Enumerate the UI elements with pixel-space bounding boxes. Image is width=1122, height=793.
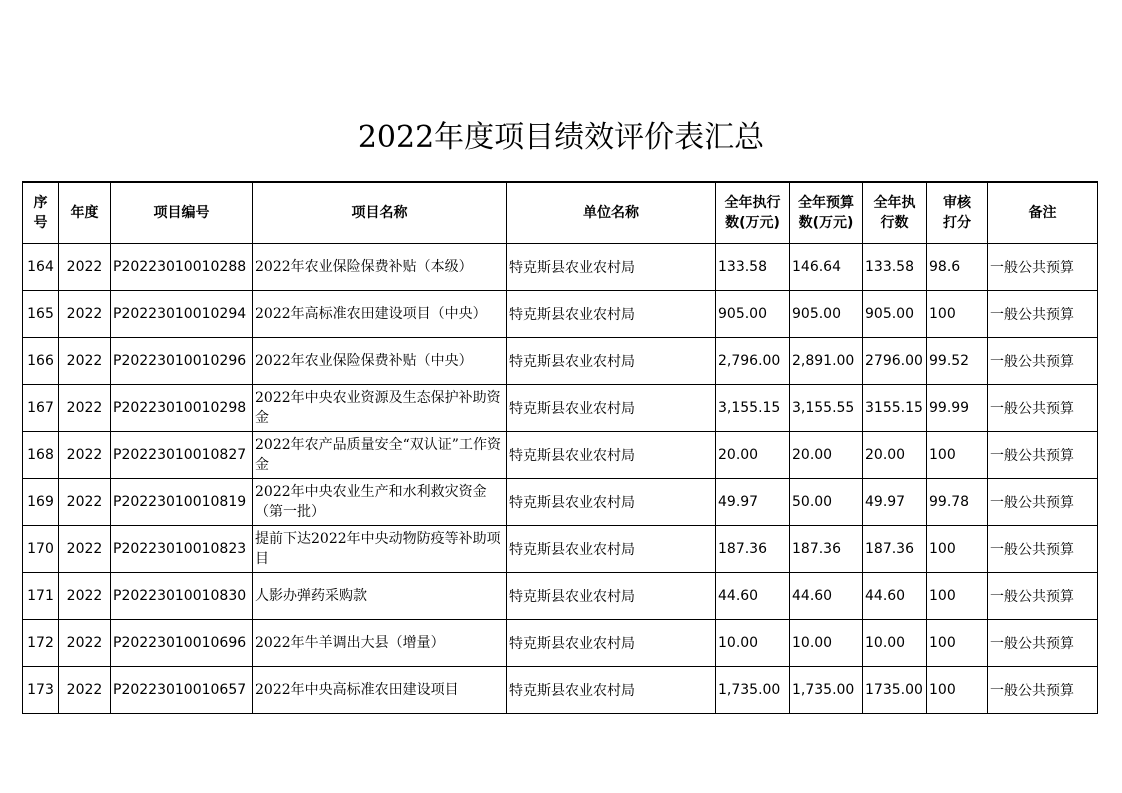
table-body (23, 244, 1098, 714)
cell-year: 2022 (59, 573, 111, 620)
cell-seq: 164 (23, 244, 59, 291)
cell-executed-count: 1735.00 (863, 667, 927, 714)
cell-executed: 1,735.00 (716, 667, 790, 714)
cell-project-name: 2022年中央农业资源及生态保护补助资金 (253, 385, 507, 432)
cell-year: 2022 (59, 338, 111, 385)
cell-code: P20223010010294 (111, 291, 253, 338)
table-row (23, 338, 1098, 385)
cell-seq: 169 (23, 479, 59, 526)
cell-budget: 1,735.00 (790, 667, 863, 714)
cell-audit: 100 (927, 667, 988, 714)
cell-code: P20223010010823 (111, 526, 253, 573)
header-seq: 序号 (23, 182, 59, 244)
header-executed-count: 全年执行数 (863, 182, 927, 244)
cell-audit: 100 (927, 620, 988, 667)
table-row (23, 479, 1098, 526)
header-executed: 全年执行数(万元) (716, 182, 790, 244)
cell-unit-name: 特克斯县农业农村局 (507, 244, 716, 291)
cell-remark: 一般公共预算 (988, 338, 1098, 385)
cell-remark: 一般公共预算 (988, 291, 1098, 338)
cell-executed-count: 187.36 (863, 526, 927, 573)
cell-audit: 100 (927, 526, 988, 573)
cell-unit-name: 特克斯县农业农村局 (507, 291, 716, 338)
cell-year: 2022 (59, 526, 111, 573)
cell-remark: 一般公共预算 (988, 667, 1098, 714)
cell-project-name: 提前下达2022年中央动物防疫等补助项目 (253, 526, 507, 573)
header-audit: 审核打分 (927, 182, 988, 244)
cell-unit-name: 特克斯县农业农村局 (507, 432, 716, 479)
cell-budget: 50.00 (790, 479, 863, 526)
cell-remark: 一般公共预算 (988, 573, 1098, 620)
cell-executed: 49.97 (716, 479, 790, 526)
cell-code: P20223010010288 (111, 244, 253, 291)
cell-seq: 173 (23, 667, 59, 714)
header-name: 项目名称 (253, 182, 507, 244)
cell-remark: 一般公共预算 (988, 620, 1098, 667)
cell-budget: 10.00 (790, 620, 863, 667)
cell-executed: 133.58 (716, 244, 790, 291)
cell-executed: 44.60 (716, 573, 790, 620)
table-row (23, 244, 1098, 291)
table-row (23, 291, 1098, 338)
cell-audit: 100 (927, 291, 988, 338)
cell-budget: 44.60 (790, 573, 863, 620)
cell-code: P20223010010819 (111, 479, 253, 526)
table-row (23, 620, 1098, 667)
cell-year: 2022 (59, 479, 111, 526)
cell-project-name: 2022年牛羊调出大县（增量） (253, 620, 507, 667)
cell-project-name: 人影办弹药采购款 (253, 573, 507, 620)
cell-unit-name: 特克斯县农业农村局 (507, 385, 716, 432)
cell-budget: 187.36 (790, 526, 863, 573)
cell-remark: 一般公共预算 (988, 479, 1098, 526)
cell-unit-name: 特克斯县农业农村局 (507, 526, 716, 573)
cell-project-name: 2022年中央高标准农田建设项目 (253, 667, 507, 714)
cell-remark: 一般公共预算 (988, 244, 1098, 291)
cell-year: 2022 (59, 385, 111, 432)
cell-executed: 3,155.15 (716, 385, 790, 432)
performance-table (22, 181, 1098, 714)
cell-unit-name: 特克斯县农业农村局 (507, 667, 716, 714)
table-row (23, 573, 1098, 620)
header-unit: 单位名称 (507, 182, 716, 244)
header-code: 项目编号 (111, 182, 253, 244)
cell-audit: 99.78 (927, 479, 988, 526)
cell-executed-count: 2796.00 (863, 338, 927, 385)
cell-executed-count: 49.97 (863, 479, 927, 526)
cell-code: P20223010010696 (111, 620, 253, 667)
cell-audit: 98.6 (927, 244, 988, 291)
cell-code: P20223010010296 (111, 338, 253, 385)
table-row (23, 526, 1098, 573)
cell-unit-name: 特克斯县农业农村局 (507, 573, 716, 620)
cell-remark: 一般公共预算 (988, 432, 1098, 479)
header-remark: 备注 (988, 182, 1098, 244)
cell-project-name: 2022年高标准农田建设项目（中央） (253, 291, 507, 338)
page-title: 2022年度项目绩效评价表汇总 (357, 120, 765, 155)
cell-code: P20223010010298 (111, 385, 253, 432)
cell-code: P20223010010830 (111, 573, 253, 620)
cell-budget: 905.00 (790, 291, 863, 338)
cell-budget: 2,891.00 (790, 338, 863, 385)
cell-unit-name: 特克斯县农业农村局 (507, 338, 716, 385)
cell-year: 2022 (59, 244, 111, 291)
cell-executed-count: 44.60 (863, 573, 927, 620)
cell-seq: 168 (23, 432, 59, 479)
cell-project-name: 2022年农产品质量安全“双认证”工作资金 (253, 432, 507, 479)
cell-executed: 20.00 (716, 432, 790, 479)
cell-year: 2022 (59, 620, 111, 667)
cell-project-name: 2022年农业保险保费补贴（本级） (253, 244, 507, 291)
cell-project-name: 2022年中央农业生产和水利救灾资金（第一批） (253, 479, 507, 526)
cell-code: P20223010010827 (111, 432, 253, 479)
cell-seq: 170 (23, 526, 59, 573)
table-row (23, 667, 1098, 714)
cell-seq: 166 (23, 338, 59, 385)
cell-year: 2022 (59, 667, 111, 714)
cell-executed-count: 905.00 (863, 291, 927, 338)
cell-budget: 3,155.55 (790, 385, 863, 432)
cell-executed: 187.36 (716, 526, 790, 573)
cell-unit-name: 特克斯县农业农村局 (507, 620, 716, 667)
cell-seq: 165 (23, 291, 59, 338)
cell-budget: 20.00 (790, 432, 863, 479)
cell-project-name: 2022年农业保险保费补贴（中央） (253, 338, 507, 385)
cell-audit: 99.52 (927, 338, 988, 385)
cell-year: 2022 (59, 291, 111, 338)
table-row (23, 385, 1098, 432)
cell-unit-name: 特克斯县农业农村局 (507, 479, 716, 526)
header-budget: 全年预算数(万元) (790, 182, 863, 244)
cell-audit: 100 (927, 432, 988, 479)
cell-seq: 171 (23, 573, 59, 620)
table-header-row (23, 182, 1098, 244)
cell-audit: 100 (927, 573, 988, 620)
cell-executed-count: 3155.15 (863, 385, 927, 432)
table-row (23, 432, 1098, 479)
cell-executed-count: 10.00 (863, 620, 927, 667)
cell-executed-count: 133.58 (863, 244, 927, 291)
cell-code: P20223010010657 (111, 667, 253, 714)
cell-executed: 905.00 (716, 291, 790, 338)
cell-executed: 2,796.00 (716, 338, 790, 385)
cell-executed: 10.00 (716, 620, 790, 667)
header-year: 年度 (59, 182, 111, 244)
cell-remark: 一般公共预算 (988, 385, 1098, 432)
cell-remark: 一般公共预算 (988, 526, 1098, 573)
cell-year: 2022 (59, 432, 111, 479)
cell-seq: 167 (23, 385, 59, 432)
cell-audit: 99.99 (927, 385, 988, 432)
cell-seq: 172 (23, 620, 59, 667)
cell-executed-count: 20.00 (863, 432, 927, 479)
cell-budget: 146.64 (790, 244, 863, 291)
